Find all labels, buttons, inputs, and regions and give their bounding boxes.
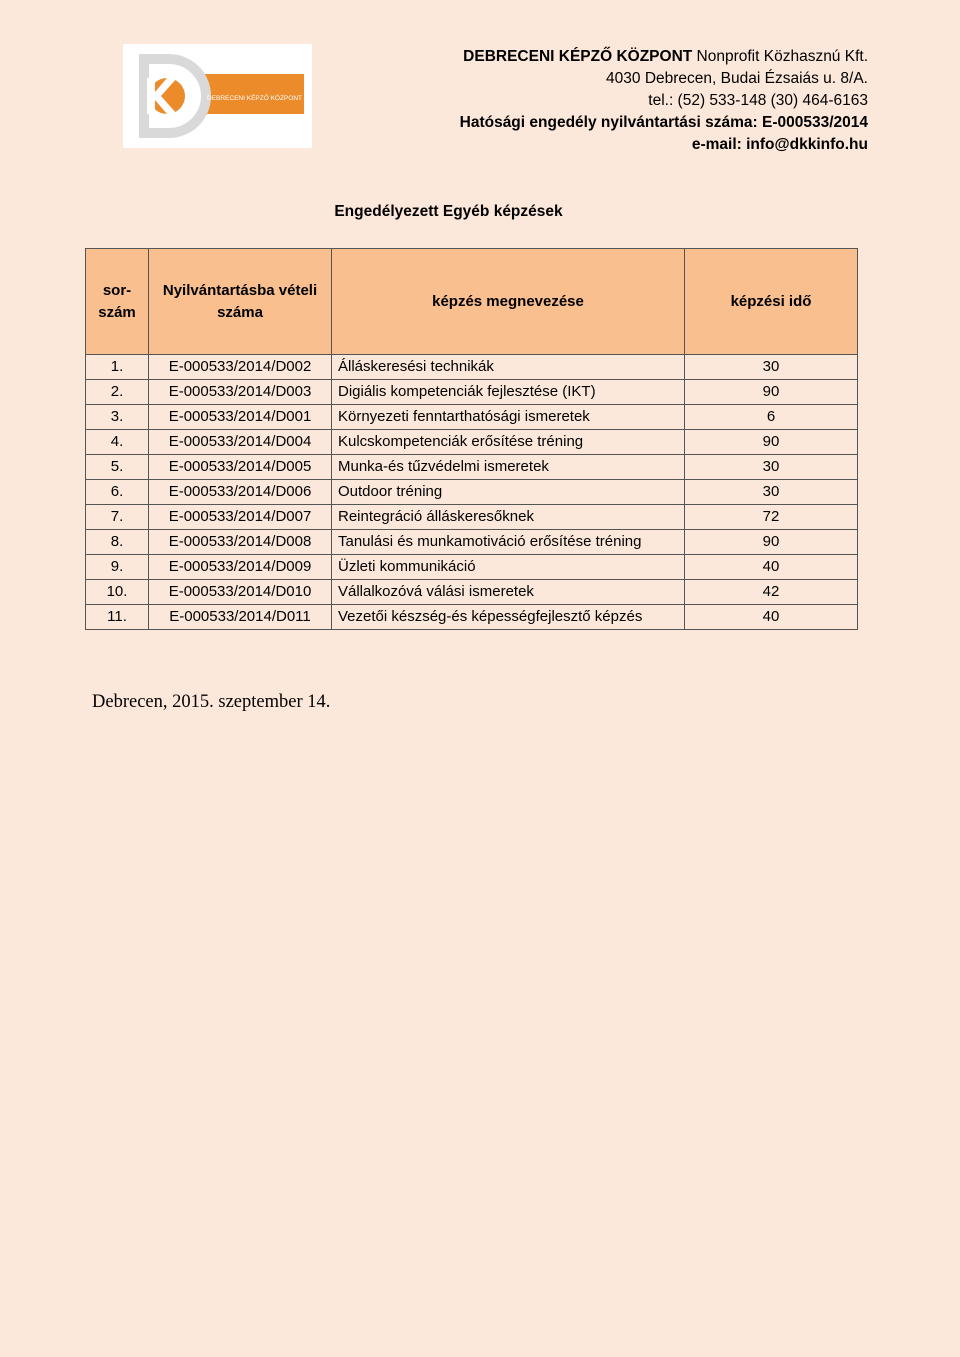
row-number-cell: 11. — [86, 605, 149, 630]
course-hours-cell: 30 — [685, 455, 858, 480]
header-course-name: képzés megnevezése — [332, 249, 685, 355]
course-hours-cell: 30 — [685, 355, 858, 380]
course-hours-cell: 90 — [685, 430, 858, 455]
course-name-cell: Munka-és tűzvédelmi ismeretek — [332, 455, 685, 480]
place-date: Debrecen, 2015. szeptember 14. — [92, 692, 331, 712]
course-hours-cell: 42 — [685, 580, 858, 605]
registration-number-cell: E-000533/2014/D001 — [149, 405, 332, 430]
registration-number-cell: E-000533/2014/D010 — [149, 580, 332, 605]
registration-number-cell: E-000533/2014/D002 — [149, 355, 332, 380]
registration-number-cell: E-000533/2014/D006 — [149, 480, 332, 505]
row-number-cell: 6. — [86, 480, 149, 505]
row-number-cell: 3. — [86, 405, 149, 430]
org-suffix: Nonprofit Közhasznú Kft. — [692, 48, 868, 65]
course-hours-cell: 40 — [685, 605, 858, 630]
registration-number-cell: E-000533/2014/D007 — [149, 505, 332, 530]
courses-table — [85, 248, 858, 630]
course-name-cell: Álláskeresési technikák — [332, 355, 685, 380]
course-name-cell: Tanulási és munkamotiváció erősítése tréning — [332, 530, 685, 555]
row-number-cell: 8. — [86, 530, 149, 555]
table-row — [86, 505, 858, 530]
row-number-cell: 5. — [86, 455, 149, 480]
course-name-cell: Reintegráció álláskeresőknek — [332, 505, 685, 530]
registration-number-cell: E-000533/2014/D003 — [149, 380, 332, 405]
table-row — [86, 455, 858, 480]
table-row — [86, 430, 858, 455]
row-number-cell: 4. — [86, 430, 149, 455]
document-title: Engedélyezett Egyéb képzések — [334, 203, 563, 220]
table-row — [86, 355, 858, 380]
row-number-cell: 2. — [86, 380, 149, 405]
org-address: 4030 Debrecen, Budai Ézsaiás u. 8/A. — [606, 70, 868, 87]
logo-caption: DEBRECENI KÉPZŐ KÖZPONT — [207, 95, 302, 102]
organization-header — [460, 46, 868, 156]
course-hours-cell: 90 — [685, 380, 858, 405]
course-name-cell: Outdoor tréning — [332, 480, 685, 505]
org-email: e-mail: info@dkkinfo.hu — [691, 136, 868, 153]
course-name-cell: Üzleti kommunikáció — [332, 555, 685, 580]
course-hours-cell: 30 — [685, 480, 858, 505]
table-body — [86, 355, 858, 630]
course-name-cell: Környezeti fenntarthatósági ismeretek — [332, 405, 685, 430]
registration-number-cell: E-000533/2014/D004 — [149, 430, 332, 455]
row-number-cell: 9. — [86, 555, 149, 580]
row-number-cell: 10. — [86, 580, 149, 605]
row-number-cell: 7. — [86, 505, 149, 530]
course-hours-cell: 72 — [685, 505, 858, 530]
header-registration-number: Nyilvántartásba vételi száma — [149, 249, 332, 355]
table-row — [86, 580, 858, 605]
company-logo — [123, 44, 312, 148]
registration-number-cell: E-000533/2014/D005 — [149, 455, 332, 480]
table-row — [86, 405, 858, 430]
header-course-hours: képzési idő — [685, 249, 858, 355]
org-phone: tel.: (52) 533-148 (30) 464-6163 — [648, 92, 868, 109]
org-license: Hatósági engedély nyilvántartási száma: E-000533/2014 — [459, 114, 868, 131]
registration-number-cell: E-000533/2014/D009 — [149, 555, 332, 580]
org-name: DEBRECENI KÉPZŐ KÖZPONT — [463, 48, 693, 65]
table-row — [86, 605, 858, 630]
table-row — [86, 480, 858, 505]
course-name-cell: Vállalkozóvá válási ismeretek — [332, 580, 685, 605]
course-hours-cell: 6 — [685, 405, 858, 430]
course-hours-cell: 90 — [685, 530, 858, 555]
course-name-cell: Vezetői készség-és képességfejlesztő képzés — [332, 605, 685, 630]
dkk-logo-icon — [123, 44, 312, 148]
table-header-row — [86, 249, 858, 355]
registration-number-cell: E-000533/2014/D008 — [149, 530, 332, 555]
table-row — [86, 530, 858, 555]
table-row — [86, 555, 858, 580]
course-name-cell: Kulcskompetenciák erősítése tréning — [332, 430, 685, 455]
header-row-number: sor- szám — [86, 249, 149, 355]
table-row — [86, 380, 858, 405]
registration-number-cell: E-000533/2014/D011 — [149, 605, 332, 630]
row-number-cell: 1. — [86, 355, 149, 380]
course-hours-cell: 40 — [685, 555, 858, 580]
org-name-line — [460, 46, 868, 68]
course-name-cell: Digiális kompetenciák fejlesztése (IKT) — [332, 380, 685, 405]
